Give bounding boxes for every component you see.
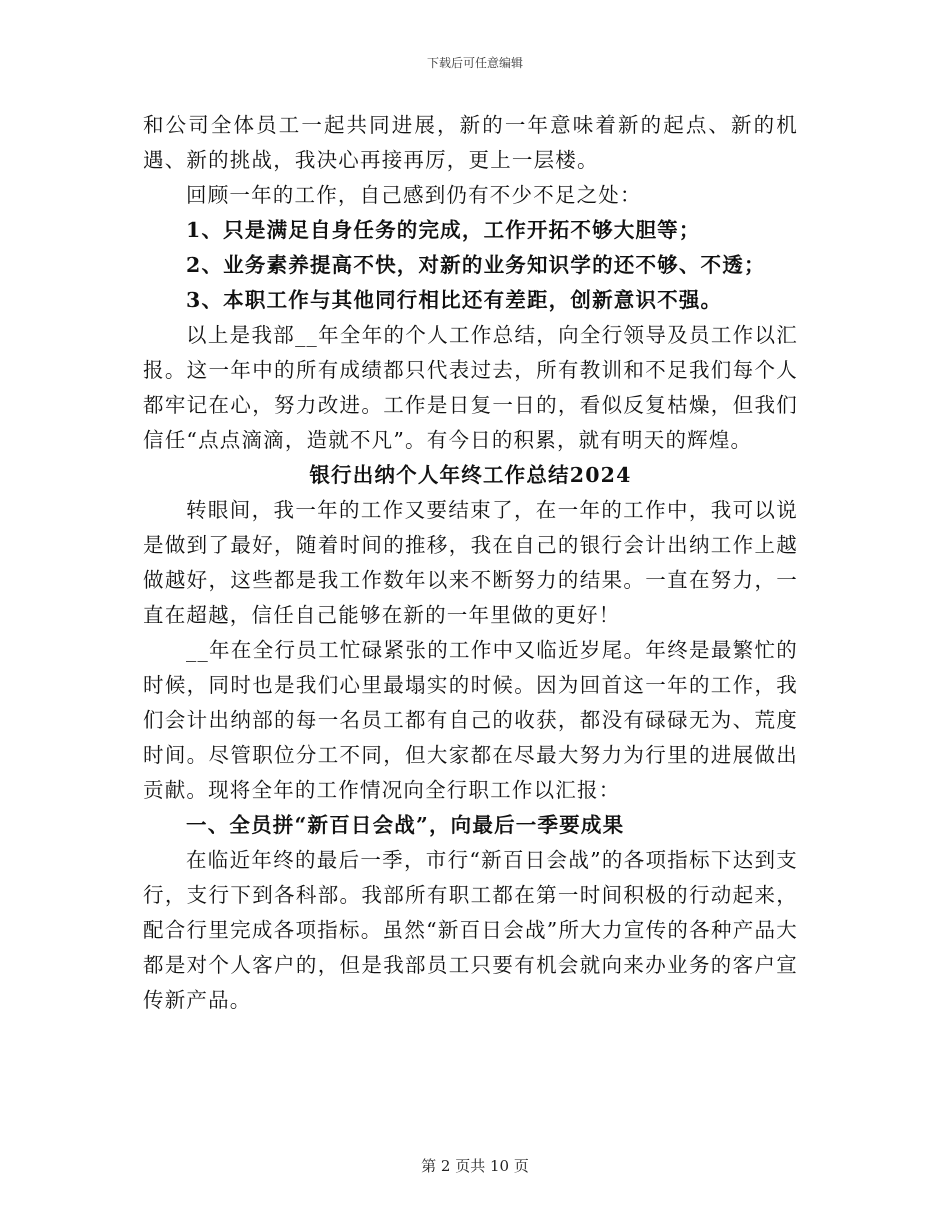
paragraph-year-end: __年在全行员工忙碌紧张的工作中又临近岁尾。年终是最繁忙的时候，同时也是我们心里最塌实的时候。因为回首这一年的工作，我们会计出纳部的每一名员工都有自己的收获，都没有碌碌无为、荒度时间。尽管职位分工不同，但大家都在尽最大努力为行里的进展做出贡献。现将全年的工作情况向全行职工作以汇报： [143,638,798,802]
document-body [143,108,798,1018]
list-item-shortcoming-1: 1、只是满足自身任务的完成，工作开拓不够大胆等； [186,218,701,242]
paragraph-continuation: 和公司全体员工一起共同进展，新的一年意味着新的起点、新的机遇、新的挑战，我决心再接再厉，更上一层楼。 [143,113,798,172]
paragraph-intro: 转眼间，我一年的工作又要结束了，在一年的工作中，我可以说是做到了最好，随着时间的推移，我在自己的银行会计出纳工作上越做越好，这些都是我工作数年以来不断努力的结果。一直在努力，一直在超越，信任自己能够在新的一年里做的更好！ [143,498,798,627]
subsection-heading-1: 一、全员拼“新百日会战”，向最后一季要成果 [186,813,625,837]
paragraph-review: 回顾一年的工作，自己感到仍有不少不足之处： [186,183,642,207]
paragraph-summary: 以上是我部__年全年的个人工作总结，向全行领导及员工作以汇报。这一年中的所有成绩都只代表过去，所有教训和不足我们每个人都牢记在心，努力改进。工作是日复一日的，看似反复枯燥，但我们信任“点点滴滴，造就不凡”。有今日的积累，就有明天的辉煌。 [143,323,798,452]
page-header: 下载后可任意编辑 [426,56,523,70]
paragraph-campaign: 在临近年终的最后一季，市行“新百日会战”的各项指标下达到支行，支行下到各科部。我部所有职工都在第一时间积极的行动起来，配合行里完成各项指标。虽然“新百日会战”所大力宣传的各种产品大都是对个人客户的，但是我部员工只要有机会就向来办业务的客户宣传新产品。 [143,848,798,1012]
page-footer: 第 2 页共 10 页 [421,1157,529,1175]
list-item-shortcoming-3: 3、本职工作与其他同行相比还有差距，创新意识不强。 [186,288,723,312]
list-item-shortcoming-2: 2、业务素养提高不快，对新的业务知识学的还不够、不透； [186,253,766,277]
section-title: 银行出纳个人年终工作总结2024 [309,463,632,487]
